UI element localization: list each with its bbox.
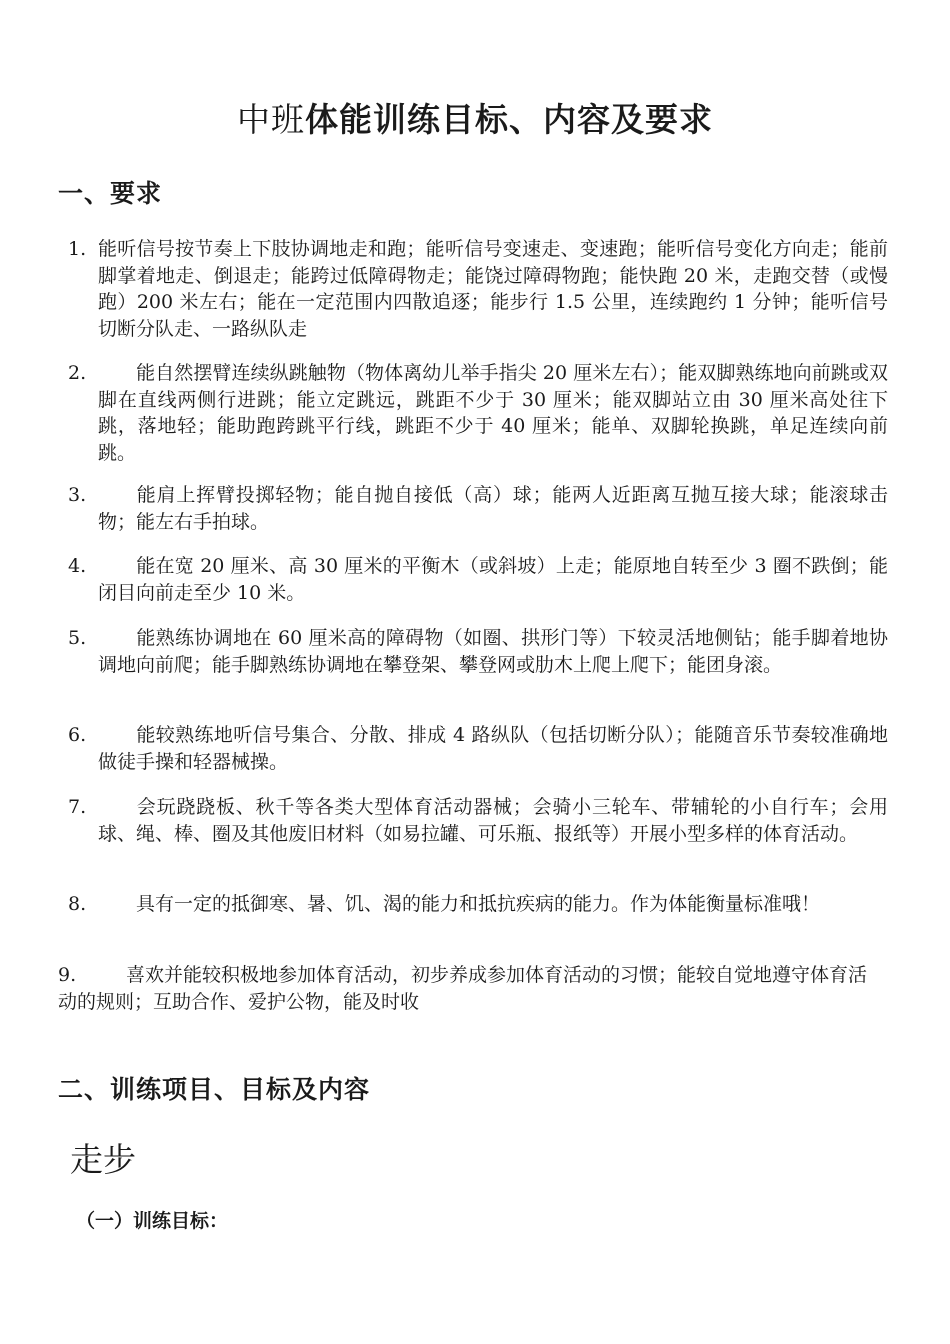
list-item <box>68 891 888 918</box>
subheading-walking: 走步 <box>70 1140 136 1179</box>
title-prefix: 中班 <box>237 100 305 139</box>
list-number: 4. <box>68 555 87 577</box>
list-text: 能在宽 20 厘米、高 30 厘米的平衡木（或斜坡）上走；能原地自转至少 3 圈不跌倒；能闭目向前走至少 10 米。 <box>98 555 888 604</box>
list-text: 能较熟练地听信号集合、分散、排成 4 路纵队（包括切断分队）；能随音乐节奏较准确地做徒手操和轻器械操。 <box>98 724 888 773</box>
list-number: 9. <box>58 964 77 986</box>
title-main: 体能训练目标、内容及要求 <box>305 100 713 139</box>
section-heading-training: 二、训练项目、目标及内容 <box>58 1075 371 1104</box>
list-text: 具有一定的抵御寒、暑、饥、渴的能力和抵抗疾病的能力。作为体能衡量标准哦！ <box>136 893 821 915</box>
list-number: 6. <box>68 724 87 746</box>
list-item <box>58 962 878 1015</box>
list-number: 5. <box>68 627 87 649</box>
list-item <box>68 794 888 847</box>
list-item <box>68 625 888 678</box>
list-item <box>68 553 888 606</box>
list-text: 能熟练协调地在 60 厘米高的障碍物（如圈、拱形门等）下较灵活地侧钻；能手脚着地协调地向前爬；能手脚熟练协调地在攀登架、攀登网或肋木上爬上爬下；能团身滚。 <box>98 627 888 676</box>
list-text: 会玩跷跷板、秋千等各类大型体育活动器械；会骑小三轮车、带辅轮的小自行车；会用球、绳、棒、圈及其他废旧材料（如易拉罐、可乐瓶、报纸等）开展小型多样的体育活动。 <box>98 796 888 845</box>
list-item <box>68 236 888 342</box>
list-text: 能肩上挥臂投掷轻物；能自抛自接低（高）球；能两人近距离互抛互接大球；能滚球击物；能左右手拍球。 <box>98 484 888 533</box>
list-number: 8. <box>68 893 87 915</box>
list-text: 能自然摆臂连续纵跳触物（物体离幼儿举手指尖 20 厘米左右）；能双脚熟练地向前跳或双脚在直线两侧行进跳；能立定跳远，跳距不少于 30 厘米；能双脚站立由 30 厘米高处往下跳，落地轻；能助跑跨跳平行线，跳距不少于 40 厘米；能单、双脚轮换跳，单足连续向前跳。 <box>98 362 888 464</box>
list-number: 2. <box>68 362 87 384</box>
list-number: 3. <box>68 484 87 506</box>
list-number: 7. <box>68 796 87 818</box>
list-item <box>68 482 888 535</box>
section-heading-requirements: 一、要求 <box>58 179 163 208</box>
list-text: 喜欢并能较积极地参加体育活动，初步养成参加体育活动的习惯；能较自觉地遵守体育活动的规则；互助合作、爱护公物，能及时收 <box>58 964 868 1013</box>
list-text: 能听信号按节奏上下肢协调地走和跑；能听信号变速走、变速跑；能听信号变化方向走；能前脚掌着地走、倒退走；能跨过低障碍物走；能饶过障碍物跑；能快跑 20 米，走跑交替（或慢跑）200 米左右；能在一定范围内四散追逐；能步行 1.5 公里，连续跑约 1 分钟；能听信号切断分队走、一路纵队走 <box>98 238 888 340</box>
page-title <box>0 96 950 144</box>
subsection-heading-goals: （一）训练目标： <box>76 1210 229 1232</box>
list-item <box>68 360 888 466</box>
list-number: 1. <box>68 238 87 260</box>
list-item <box>68 722 888 775</box>
